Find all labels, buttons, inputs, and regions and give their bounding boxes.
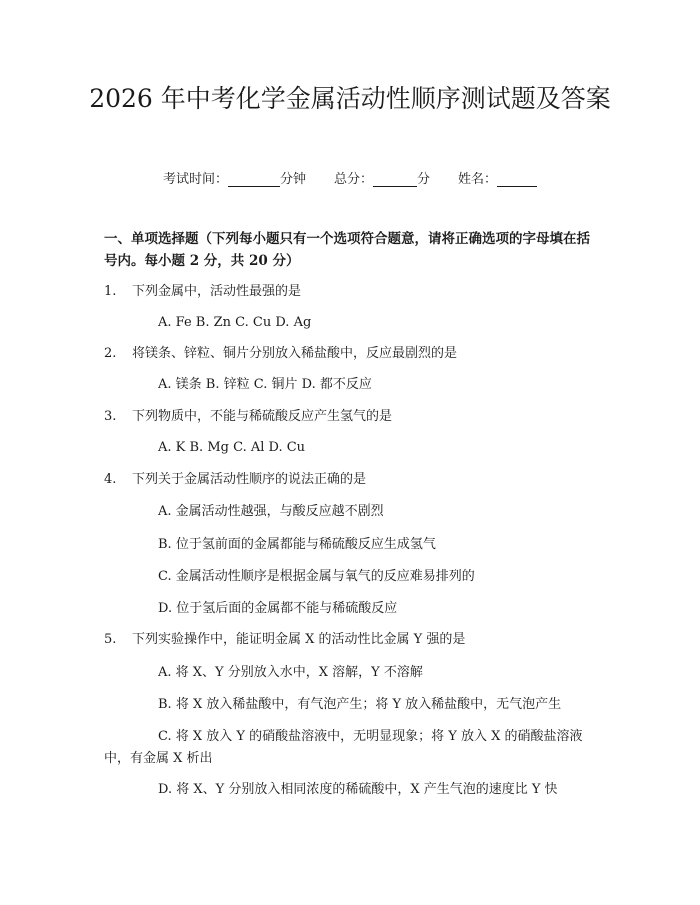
question-1 bbox=[104, 282, 600, 302]
student-name-label: 姓名： bbox=[458, 172, 498, 187]
question-5-option-a: A. 将 X、Y 分别放入水中，X 溶解，Y 不溶解 bbox=[158, 665, 423, 680]
exam-time-field bbox=[163, 168, 306, 187]
total-score-label: 总分： bbox=[333, 172, 373, 187]
question-3-options: A. K B. Mg C. Al D. Cu bbox=[158, 440, 306, 455]
question-text: 下列实验操作中，能证明金属 X 的活动性比金属 Y 强的是 bbox=[132, 632, 466, 647]
question-4-option-b: B. 位于氢前面的金属都能与稀硫酸反应生成氢气 bbox=[158, 537, 436, 552]
question-4-option-d: D. 位于氢后面的金属都不能与稀硫酸反应 bbox=[158, 601, 398, 616]
question-number: 1. bbox=[104, 284, 117, 299]
question-2-options: A. 镁条 B. 锌粒 C. 铜片 D. 都不反应 bbox=[158, 377, 372, 392]
question-text: 将镁条、锌粒、铜片分别放入稀盐酸中，反应最剧烈的是 bbox=[132, 346, 458, 361]
question-4 bbox=[104, 470, 600, 490]
question-1-options: A. Fe B. Zn C. Cu D. Ag bbox=[158, 315, 312, 330]
section-heading-single-choice: 一、单项选择题（下列每小题只有一个选项符合题意，请将正确选项的字母填在括号内。每小题 2 分，共 20 分） bbox=[104, 231, 590, 269]
exam-time-unit: 分钟 bbox=[279, 172, 306, 187]
student-name-field bbox=[458, 168, 537, 187]
question-5-option-b: B. 将 X 放入稀盐酸中，有气泡产生；将 Y 放入稀盐酸中，无气泡产生 bbox=[158, 697, 562, 712]
question-number: 2. bbox=[104, 346, 117, 361]
question-3 bbox=[104, 407, 600, 427]
exam-time-blank bbox=[228, 173, 280, 187]
question-5-option-c: C. 将 X 放入 Y 的硝酸盐溶液中，无明显现象；将 Y 放入 X 的硝酸盐溶液中，有金属 X 析出 bbox=[104, 729, 583, 766]
question-number: 4. bbox=[104, 472, 117, 487]
student-name-blank bbox=[497, 173, 537, 187]
question-text: 下列金属中，活动性最强的是 bbox=[132, 284, 302, 299]
total-score-field bbox=[334, 168, 430, 187]
question-4-option-a: A. 金属活动性越强，与酸反应越不剧烈 bbox=[158, 504, 384, 519]
exam-info-line bbox=[0, 168, 700, 187]
total-score-blank bbox=[373, 173, 417, 187]
question-text: 下列关于金属活动性顺序的说法正确的是 bbox=[132, 472, 367, 487]
question-5 bbox=[104, 630, 600, 650]
question-5-option-d: D. 将 X、Y 分别放入相同浓度的稀硫酸中，X 产生气泡的速度比 Y 快 bbox=[158, 782, 558, 797]
document-title: 2026 年中考化学金属活动性顺序测试题及答案 bbox=[89, 84, 611, 113]
total-score-unit: 分 bbox=[417, 172, 431, 187]
exam-time-label: 考试时间： bbox=[162, 172, 228, 187]
question-number: 3. bbox=[104, 409, 117, 424]
question-text: 下列物质中，不能与稀硫酸反应产生氢气的是 bbox=[132, 409, 393, 424]
question-2 bbox=[104, 344, 600, 364]
question-4-option-c: C. 金属活动性顺序是根据金属与氧气的反应难易排列的 bbox=[158, 569, 475, 584]
question-number: 5. bbox=[104, 632, 117, 647]
